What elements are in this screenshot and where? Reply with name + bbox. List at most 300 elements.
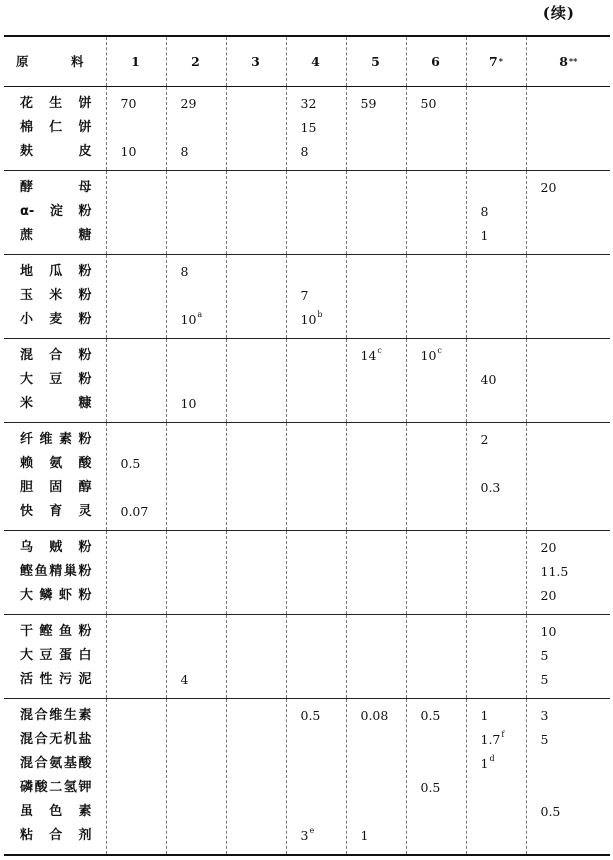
value-line [287, 368, 346, 392]
ingredient-name: 混合维生素 [20, 707, 92, 723]
value-line [527, 200, 611, 224]
value-line [467, 728, 526, 752]
value-line [227, 476, 286, 500]
value-cell-col-4 [286, 254, 346, 338]
value-line [407, 752, 466, 776]
value: 1 [480, 227, 489, 243]
value-cell-col-8 [526, 86, 610, 170]
value-line [167, 752, 226, 776]
value-line [227, 560, 286, 584]
ingredient-cell [4, 614, 106, 698]
value-cell-col-6 [406, 614, 466, 698]
value-line [227, 584, 286, 608]
value-line [407, 644, 466, 668]
value: 5 [540, 647, 549, 663]
value-line [407, 260, 466, 284]
value-line [287, 500, 346, 524]
value-line [227, 260, 286, 284]
ingredient-name: 粘合剂 [20, 827, 92, 843]
ingredient-name: 快育灵 [20, 503, 92, 519]
value-line [527, 800, 611, 824]
value-line [347, 560, 406, 584]
value-cell-col-1 [106, 254, 166, 338]
value: 32 [300, 95, 317, 111]
value-line [527, 368, 611, 392]
value: 4 [180, 671, 189, 687]
value-line [167, 500, 226, 524]
value-line [227, 344, 286, 368]
value: 50 [420, 95, 437, 111]
value-cell-col-8 [526, 422, 610, 530]
ingredient-name: 麸皮 [20, 143, 92, 159]
value-cell-col-8 [526, 698, 610, 855]
value-line [107, 284, 166, 308]
value-line [167, 704, 226, 728]
value-line [227, 704, 286, 728]
ingredient-cell [4, 698, 106, 855]
value-line [347, 308, 406, 332]
ingredient-name: 大豆蛋白 [20, 647, 92, 663]
value: 0.5 [120, 455, 141, 471]
value-cell-col-2 [166, 698, 226, 855]
value-line [407, 776, 466, 800]
value-cell-col-2 [166, 338, 226, 422]
value-line [527, 116, 611, 140]
value-cell-col-5 [346, 422, 406, 530]
value-line [167, 620, 226, 644]
value-line [527, 560, 611, 584]
value-line [107, 752, 166, 776]
header-col-3: 3 [226, 36, 286, 86]
value-line [347, 536, 406, 560]
ingredient-name: 大鳞虾粉 [20, 587, 92, 603]
ingredient-name: 胆固醇 [20, 479, 92, 495]
value-line [107, 224, 166, 248]
value: 8 [300, 143, 309, 159]
value-line [347, 176, 406, 200]
value-line [527, 776, 611, 800]
value: 10 [180, 395, 197, 411]
value-line [167, 560, 226, 584]
value-line [407, 704, 466, 728]
value-line [527, 92, 611, 116]
value: 0.5 [540, 803, 561, 819]
value-line [527, 668, 611, 692]
value-line [467, 260, 526, 284]
value-line [407, 560, 466, 584]
value-line [287, 776, 346, 800]
value-line [167, 200, 226, 224]
value-line [287, 392, 346, 416]
value-line [527, 284, 611, 308]
value-line [347, 452, 406, 476]
value-cell-col-6 [406, 170, 466, 254]
value-cell-col-6 [406, 254, 466, 338]
value-cell-col-7 [466, 422, 526, 530]
value-line [407, 392, 466, 416]
value-line [167, 824, 226, 848]
value-line [347, 668, 406, 692]
ingredient-name: 地瓜粉 [20, 263, 92, 279]
value: 7 [300, 287, 309, 303]
value-line [347, 116, 406, 140]
ingredient-name: 蔗糖 [20, 227, 92, 243]
value-cell-col-8 [526, 170, 610, 254]
value-line [467, 584, 526, 608]
value-line [347, 824, 406, 848]
value-line [287, 668, 346, 692]
value-line [467, 452, 526, 476]
value: 8 [480, 203, 489, 219]
value-line [107, 200, 166, 224]
table-row [4, 86, 610, 170]
value-line [287, 140, 346, 164]
footnote-mark: c [437, 345, 442, 355]
value-line [407, 476, 466, 500]
value-line [287, 824, 346, 848]
value-cell-col-2 [166, 530, 226, 614]
value-line [467, 668, 526, 692]
value-line [167, 668, 226, 692]
header-ingredient: 原料 [16, 54, 84, 70]
value-line [527, 392, 611, 416]
value-line [227, 452, 286, 476]
table-row [4, 170, 610, 254]
value-line [287, 584, 346, 608]
value-line [527, 728, 611, 752]
value-cell-col-7 [466, 170, 526, 254]
value-line [347, 800, 406, 824]
value-line [287, 644, 346, 668]
ingredient-name: 乌贼粉 [20, 539, 92, 555]
value-line [107, 308, 166, 332]
ingredient-name: 混合粉 [20, 347, 92, 363]
value-line [407, 176, 466, 200]
value-line [227, 776, 286, 800]
value-line [407, 824, 466, 848]
table-row [4, 530, 610, 614]
value-line [167, 308, 226, 332]
value-line [347, 584, 406, 608]
value-cell-col-8 [526, 530, 610, 614]
value-line [107, 668, 166, 692]
value-line [107, 644, 166, 668]
value: 10 [180, 311, 197, 327]
value-line [467, 800, 526, 824]
value-line [407, 728, 466, 752]
value-line [107, 560, 166, 584]
value-line [467, 752, 526, 776]
value-cell-col-4 [286, 614, 346, 698]
value-line [527, 584, 611, 608]
value-line [287, 800, 346, 824]
ingredient-name: α-淀粉 [20, 203, 92, 219]
value: 1.7 [480, 731, 501, 747]
value-line [227, 824, 286, 848]
value-cell-col-8 [526, 254, 610, 338]
header-col-8: 8** [526, 36, 610, 86]
value-line [107, 620, 166, 644]
value-line [167, 452, 226, 476]
value-line [287, 260, 346, 284]
value-line [407, 500, 466, 524]
footnote-mark: d [489, 753, 495, 763]
value: 0.07 [120, 503, 149, 519]
value-line [467, 644, 526, 668]
value-line [107, 140, 166, 164]
value-cell-col-7 [466, 614, 526, 698]
value-cell-col-4 [286, 530, 346, 614]
value-line [527, 500, 611, 524]
value-line [287, 92, 346, 116]
value-line [467, 116, 526, 140]
value-line [407, 284, 466, 308]
ingredient-name: 鲣鱼精巢粉 [20, 563, 92, 579]
value-line [527, 428, 611, 452]
footnote-mark: a [197, 309, 203, 319]
value-line [167, 284, 226, 308]
value-line [527, 176, 611, 200]
ingredient-name: 纤维素粉 [20, 431, 92, 447]
value: 1 [480, 755, 489, 771]
value-line [527, 224, 611, 248]
value-line [467, 536, 526, 560]
value-cell-col-6 [406, 422, 466, 530]
value-line [407, 536, 466, 560]
value: 3 [300, 827, 309, 843]
value-line [107, 116, 166, 140]
value-line [227, 428, 286, 452]
value-cell-col-5 [346, 614, 406, 698]
value-line [227, 368, 286, 392]
value-line [407, 452, 466, 476]
value: 59 [360, 95, 377, 111]
value-line [467, 284, 526, 308]
value-cell-col-6 [406, 698, 466, 855]
value-line [107, 704, 166, 728]
value-line [527, 308, 611, 332]
value-line [467, 428, 526, 452]
value: 8 [180, 263, 189, 279]
value-line [167, 728, 226, 752]
footnote-mark: c [377, 345, 382, 355]
value-line [227, 224, 286, 248]
value-cell-col-2 [166, 86, 226, 170]
value-line [407, 200, 466, 224]
value-line [407, 584, 466, 608]
value-line [527, 704, 611, 728]
value-line [467, 140, 526, 164]
value-line [107, 368, 166, 392]
ingredient-name: 小麦粉 [20, 311, 92, 327]
value-line [287, 704, 346, 728]
value-cell-col-4 [286, 86, 346, 170]
feed-formula-table [4, 35, 610, 856]
value-line [107, 428, 166, 452]
value-cell-col-1 [106, 86, 166, 170]
value-line [407, 140, 466, 164]
table-row [4, 422, 610, 530]
value-line [527, 260, 611, 284]
value-cell-col-3 [226, 530, 286, 614]
value: 70 [120, 95, 137, 111]
value-line [347, 260, 406, 284]
ingredient-name: 酵母 [20, 179, 92, 195]
value-line [287, 536, 346, 560]
value-line [347, 752, 406, 776]
value-line [527, 140, 611, 164]
value-line [347, 476, 406, 500]
value-line [227, 800, 286, 824]
value-line [467, 308, 526, 332]
value: 2 [480, 431, 489, 447]
value: 10 [540, 623, 557, 639]
value: 20 [540, 587, 557, 603]
value-line [167, 92, 226, 116]
value: 14 [360, 347, 377, 363]
value-line [227, 620, 286, 644]
value-line [407, 428, 466, 452]
value-cell-col-8 [526, 338, 610, 422]
value-line [107, 476, 166, 500]
value: 0.3 [480, 479, 501, 495]
value-line [407, 92, 466, 116]
ingredient-cell [4, 530, 106, 614]
value-line [167, 368, 226, 392]
value-cell-col-1 [106, 170, 166, 254]
header-col-1: 1 [106, 36, 166, 86]
value-line [347, 620, 406, 644]
ingredient-cell [4, 422, 106, 530]
table-row [4, 254, 610, 338]
value-line [347, 200, 406, 224]
ingredient-cell [4, 86, 106, 170]
ingredient-cell [4, 338, 106, 422]
value-cell-col-2 [166, 614, 226, 698]
ingredient-name: 棉仁饼 [20, 119, 92, 135]
table-row [4, 698, 610, 855]
value: 1 [360, 827, 369, 843]
value-line [167, 176, 226, 200]
value-line [347, 284, 406, 308]
value-line [407, 668, 466, 692]
value-line [527, 536, 611, 560]
value-line [167, 116, 226, 140]
table-row [4, 614, 610, 698]
value-line [227, 644, 286, 668]
value-cell-col-1 [106, 614, 166, 698]
value-cell-col-5 [346, 698, 406, 855]
value-cell-col-2 [166, 422, 226, 530]
value-line [407, 800, 466, 824]
header-col-4: 4 [286, 36, 346, 86]
value-line [287, 476, 346, 500]
value-line [467, 176, 526, 200]
value-line [287, 560, 346, 584]
value-cell-col-7 [466, 338, 526, 422]
value-cell-col-7 [466, 254, 526, 338]
header-col-5: 5 [346, 36, 406, 86]
footnote-mark: b [317, 309, 323, 319]
value-cell-col-6 [406, 530, 466, 614]
value: 3 [540, 707, 549, 723]
value: 10 [300, 311, 317, 327]
value-line [347, 224, 406, 248]
value: 11.5 [540, 563, 569, 579]
value-line [467, 368, 526, 392]
value-line [227, 500, 286, 524]
value-line [107, 344, 166, 368]
value-line [227, 728, 286, 752]
value-line [107, 824, 166, 848]
value-cell-col-3 [226, 170, 286, 254]
value-line [347, 428, 406, 452]
value-line [107, 776, 166, 800]
value-cell-col-7 [466, 698, 526, 855]
value-cell-col-5 [346, 530, 406, 614]
ingredient-name: 花生饼 [20, 95, 92, 111]
value-line [407, 368, 466, 392]
value-line [347, 644, 406, 668]
value-line [467, 344, 526, 368]
value-line [227, 668, 286, 692]
value-line [287, 308, 346, 332]
value-cell-col-5 [346, 170, 406, 254]
value-line [167, 140, 226, 164]
value: 0.5 [420, 779, 441, 795]
header-row [4, 36, 610, 86]
value-line [467, 476, 526, 500]
value-line [407, 344, 466, 368]
value-line [167, 428, 226, 452]
value-line [347, 368, 406, 392]
value-cell-col-1 [106, 338, 166, 422]
value-line [287, 116, 346, 140]
value-cell-col-3 [226, 254, 286, 338]
value: 40 [480, 371, 497, 387]
value-line [107, 92, 166, 116]
header-col-7: 7* [466, 36, 526, 86]
ingredient-name: 活性污泥 [20, 671, 92, 687]
value: 20 [540, 179, 557, 195]
value-cell-col-4 [286, 338, 346, 422]
value-line [287, 752, 346, 776]
value-line [467, 824, 526, 848]
value-line [227, 752, 286, 776]
ingredient-name: 赖氨酸 [20, 455, 92, 471]
ingredient-name: 玉米粉 [20, 287, 92, 303]
ingredient-cell [4, 170, 106, 254]
value-line [167, 800, 226, 824]
value-cell-col-7 [466, 86, 526, 170]
value-line [167, 344, 226, 368]
value-line [467, 500, 526, 524]
value-line [167, 584, 226, 608]
value-line [287, 428, 346, 452]
value: 20 [540, 539, 557, 555]
ingredient-name: 磷酸二氢钾 [20, 779, 92, 795]
value-line [407, 620, 466, 644]
value-cell-col-2 [166, 170, 226, 254]
value-line [467, 704, 526, 728]
value-line [347, 344, 406, 368]
value-line [467, 776, 526, 800]
value-line [527, 452, 611, 476]
value-line [347, 392, 406, 416]
value-line [467, 92, 526, 116]
value-line [227, 200, 286, 224]
ingredient-name: 虽色素 [20, 803, 92, 819]
